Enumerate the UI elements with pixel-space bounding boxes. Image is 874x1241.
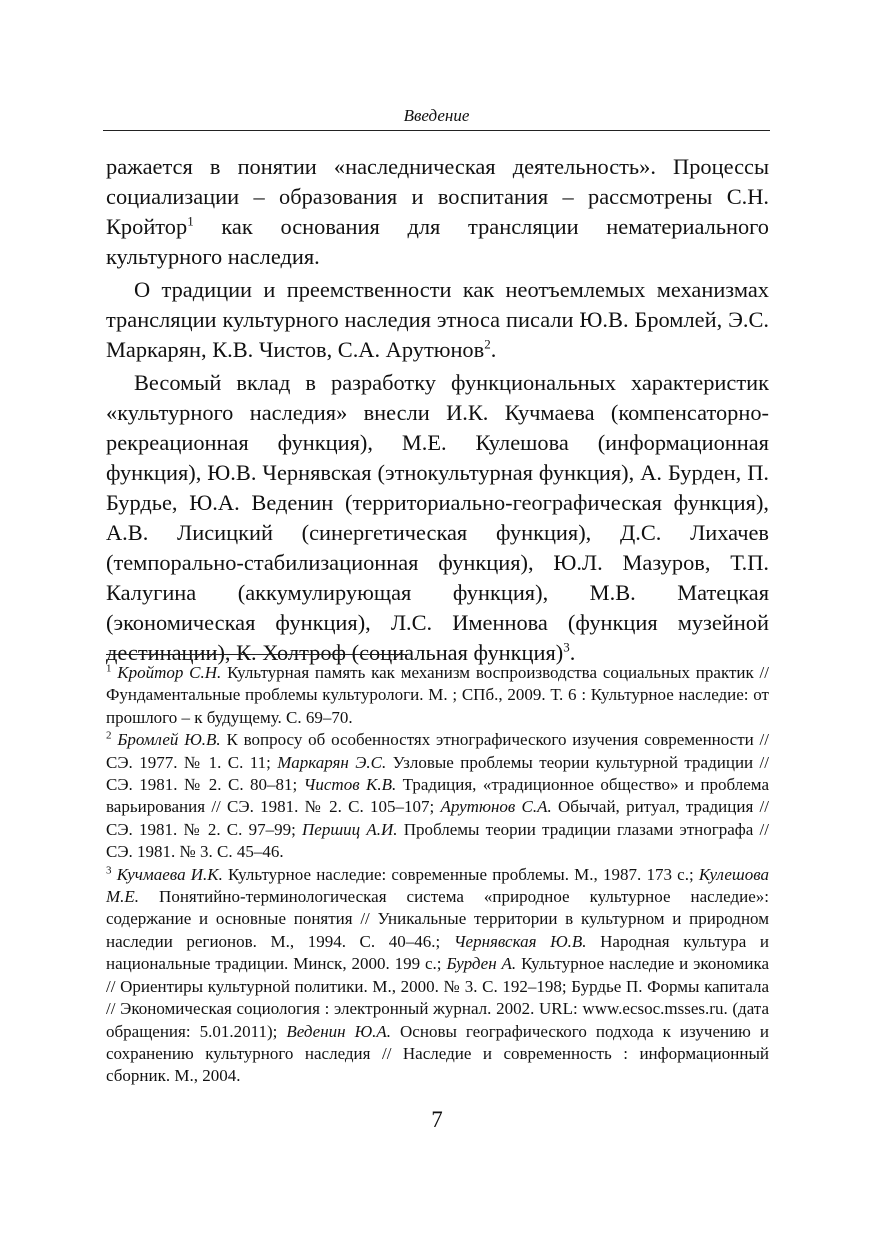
paragraph-2: О традиции и преемственности как неотъемлемых механизмах трансляции культурного наследия этноса писали Ю.В. Бромлей, Э.С. Маркарян, К.В. Чистов, С.А. Арутюнов$^2$. — [106, 277, 769, 362]
paragraph-1: ражается в понятии «наследническая деятельность». Процессы социализации – образования и воспитания – рассмотрены С.Н. Кройтор$^1$ как основания для трансляции нематериального культурного наследия. — [106, 154, 769, 269]
footnote-ref-3: 3 — [563, 639, 570, 655]
footnote-3: $^3$ Кучмаева И.К. Культурное наследие: современные проблемы. М., 1987. 173 с.; Кулешова М.Е. Понятийно-терминологическая система «природное культурное наследие»: содержание и основные понятия // Уникальные территории в культурном и природном наследии регионов. М., 1994. С. 40–46.; Чернявская Ю.В. Народная культура и национальные традиции. Минск, 2000. 199 с.; Бурден А. Культурное наследие и экономика // Ориентиры культурной политики. М., 2000. № 3. С. 192–198; Бурдье П. Формы капитала // Экономическая социология : электронный журнал. 2002. URL: www.ecsoc.msses.ru. (дата обращения: 5.01.2011); Веденин Ю.А. Основы географического подхода к изучению и сохранению культурного наследия // Наследие и современность : информационный сборник. М., 2004. — [106, 864, 770, 1086]
page-number: 7 — [431, 1107, 443, 1132]
footnote-separator — [106, 654, 408, 655]
paragraph-3: Весомый вклад в разработку функциональных характеристик «культурного наследия» внесли И.К. Кучмаева (компенсаторно-рекреационная функция), М.Е. Кулешова (информационная функция), Ю.В. Чернявская (этнокультурная функция), А. Бурден, П. Бурдье, Ю.А. Веденин (территориально-географическая функция), А.В. Лисицкий (синергетическая функция), Д.С. Лихачев (темпорально-стабилизационная функция), Ю.Л. Мазуров, Т.П. Калугина (аккумулирующая функция), М.В. Матецкая (экономическая функция), Л.С. Именнова (функция музейной дестинации), К. Холтроф (социальная функция)$^3$. — [106, 370, 769, 665]
footnote-ref-1: 1 — [187, 213, 194, 229]
main-text — [106, 152, 769, 668]
footnote-ref-2: 2 — [484, 336, 491, 352]
running-header: Введение — [403, 106, 470, 125]
footnote-1: $^1$ Кройтор С.Н. Культурная память как механизм воспроизводства социальных практик // Фундаментальные проблемы культурологи. М. ; СПб., 2009. Т. 6 : Культурное наследие: от прошлого – к будущему. С. 69–70. — [106, 662, 769, 727]
footnotes — [106, 662, 769, 1088]
footnote-2: $^2$ Бромлей Ю.В. К вопросу об особенностях этнографического изучения современности // СЭ. 1977. № 1. С. 11; Маркарян Э.С. Узловые проблемы теории культурной традиции // СЭ. 1981. № 2. С. 80–81; Чистов К.В. Традиция, «традиционное общество» и проблема варьирования // СЭ. 1981. № 2. С. 105–107; Арутюнов С.А. Обычай, ритуал, традиция // СЭ. 1981. № 2. С. 97–99; Першиц А.И. Проблемы теории традиции глазами этнографа // СЭ. 1981. № 3. С. 45–46. — [106, 729, 770, 862]
header-divider — [103, 130, 770, 131]
